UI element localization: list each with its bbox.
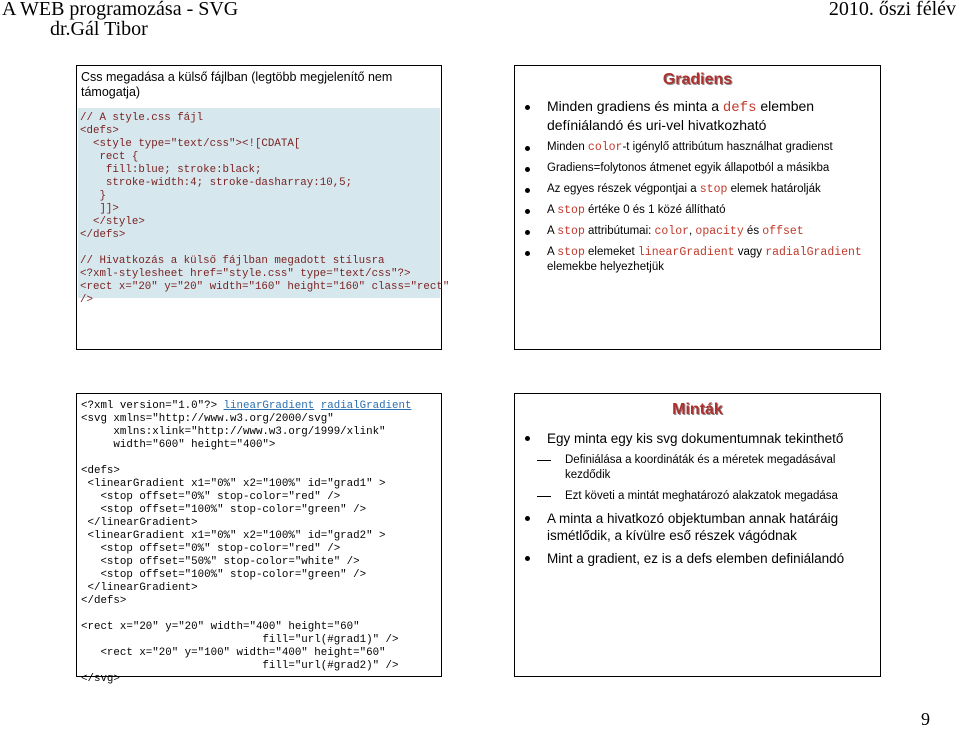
- list-item: A minta a hivatkozó objektumban annak határáig ismétlődik, a kívülre eső részek vágódnak: [519, 510, 877, 544]
- slide-gradiens: [514, 65, 881, 350]
- bullet-icon: [525, 516, 530, 521]
- list-item: A stop értéke 0 és 1 közé állítható: [519, 203, 875, 218]
- list-item: Minden color-t igénylő attribútum használhat gradienst: [519, 140, 875, 155]
- sub-list-item: Ezt követi a mintát meghatározó alakzatok megadása: [519, 489, 877, 504]
- list-item: A stop attribútumai: color, opacity és offset: [519, 224, 875, 239]
- bullet-list: [519, 430, 877, 573]
- bullet-icon: [525, 188, 530, 193]
- bullet-icon: [525, 105, 530, 110]
- bullet-icon: [525, 251, 530, 256]
- code-block: [78, 108, 450, 306]
- bullet-icon: [525, 167, 530, 172]
- slide-title: Minták: [672, 401, 723, 418]
- list-item: Mint a gradient, ez is a defs elemben definiálandó: [519, 550, 877, 567]
- slide-mintak: [514, 393, 881, 677]
- list-item: A stop elemeket linearGradient vagy radialGradient elemekbe helyezhetjük: [519, 245, 875, 275]
- page-number: 9: [921, 709, 930, 729]
- header-bar: [0, 0, 960, 42]
- dash-icon: [537, 460, 551, 461]
- header-title: A WEB programozása - SVG: [2, 0, 239, 20]
- list-item: Minden gradiens és minta a defs elemben defíniálandó és uri-vel hivatkozható: [519, 98, 875, 134]
- slide-intro-text: Css megadása a külső fájlban (legtöbb megjelenítő nem támogatja): [81, 70, 393, 99]
- link-lineargradient[interactable]: linearGradient: [223, 400, 315, 412]
- bullet-icon: [525, 209, 530, 214]
- list-item: Gradiens=folytonos átmenet egyik állapotból a másikba: [519, 161, 875, 176]
- bullet-icon: [525, 146, 530, 151]
- code-line: <?xml version="1.0"?> linearGradient radialGradient: [81, 400, 412, 412]
- sub-list-item: Definiálása a koordináták és a méretek megadásával kezdődik: [519, 453, 877, 483]
- code-block: [81, 400, 411, 686]
- code-text: <svg xmlns="http://www.w3.org/2000/svg" xmlns:xlink="http://www.w3.org/1999/xlink" width="600" height="400"> <defs> <linearGradient x1="0%" x2="100%" id="grad1" > <stop offset="0%" stop-color="red" /> <stop offset="100%" stop-color="green" /> </linearGradient> <linearGradient x1="0%" x2="100%" id="grad2" > <stop offset="0%" stop-color="red" /> <stop offset="50%" stop-color="white" /> <stop offset="100%" stop-color="green" /> </linearGradient> </defs> <rect x="20" y="20" width="400" height="60" fill="url(#grad1)" /> <rect x="20" y="100" width="400" height="60" fill="url(#grad2)" /> </svg>: [81, 413, 399, 685]
- list-item: Az egyes részek végpontjai a stop elemek határolják: [519, 182, 875, 197]
- bullet-icon: [525, 556, 530, 561]
- header-author: dr.Gál Tibor: [50, 18, 148, 40]
- bullet-icon: [525, 230, 530, 235]
- slide-gradient-code: [76, 393, 442, 685]
- bullet-list: [519, 98, 875, 281]
- list-item: Egy minta egy kis svg dokumentumnak tekinthető: [519, 430, 877, 447]
- bullet-icon: [525, 436, 530, 441]
- slide-title: Gradiens: [662, 71, 733, 88]
- link-radialgradient[interactable]: radialGradient: [320, 400, 412, 412]
- header-semester: 2010. őszi félév: [828, 0, 956, 20]
- slide-css-external: [76, 65, 450, 350]
- code-text: // A style.css fájl <defs> <style type="text/css"><![CDATA[ rect { fill:blue; stroke:black; stroke-width:4; stroke-dasharray:10,5; } ]]> </style> </defs> // Hivatkozás a külső fájlban megadott stílusra <?xml-stylesheet href="style.css" type="text/css"?> <rect x="20" y="20" width="160" height="160" class="rect" />: [80, 112, 450, 306]
- dash-icon: [537, 496, 551, 497]
